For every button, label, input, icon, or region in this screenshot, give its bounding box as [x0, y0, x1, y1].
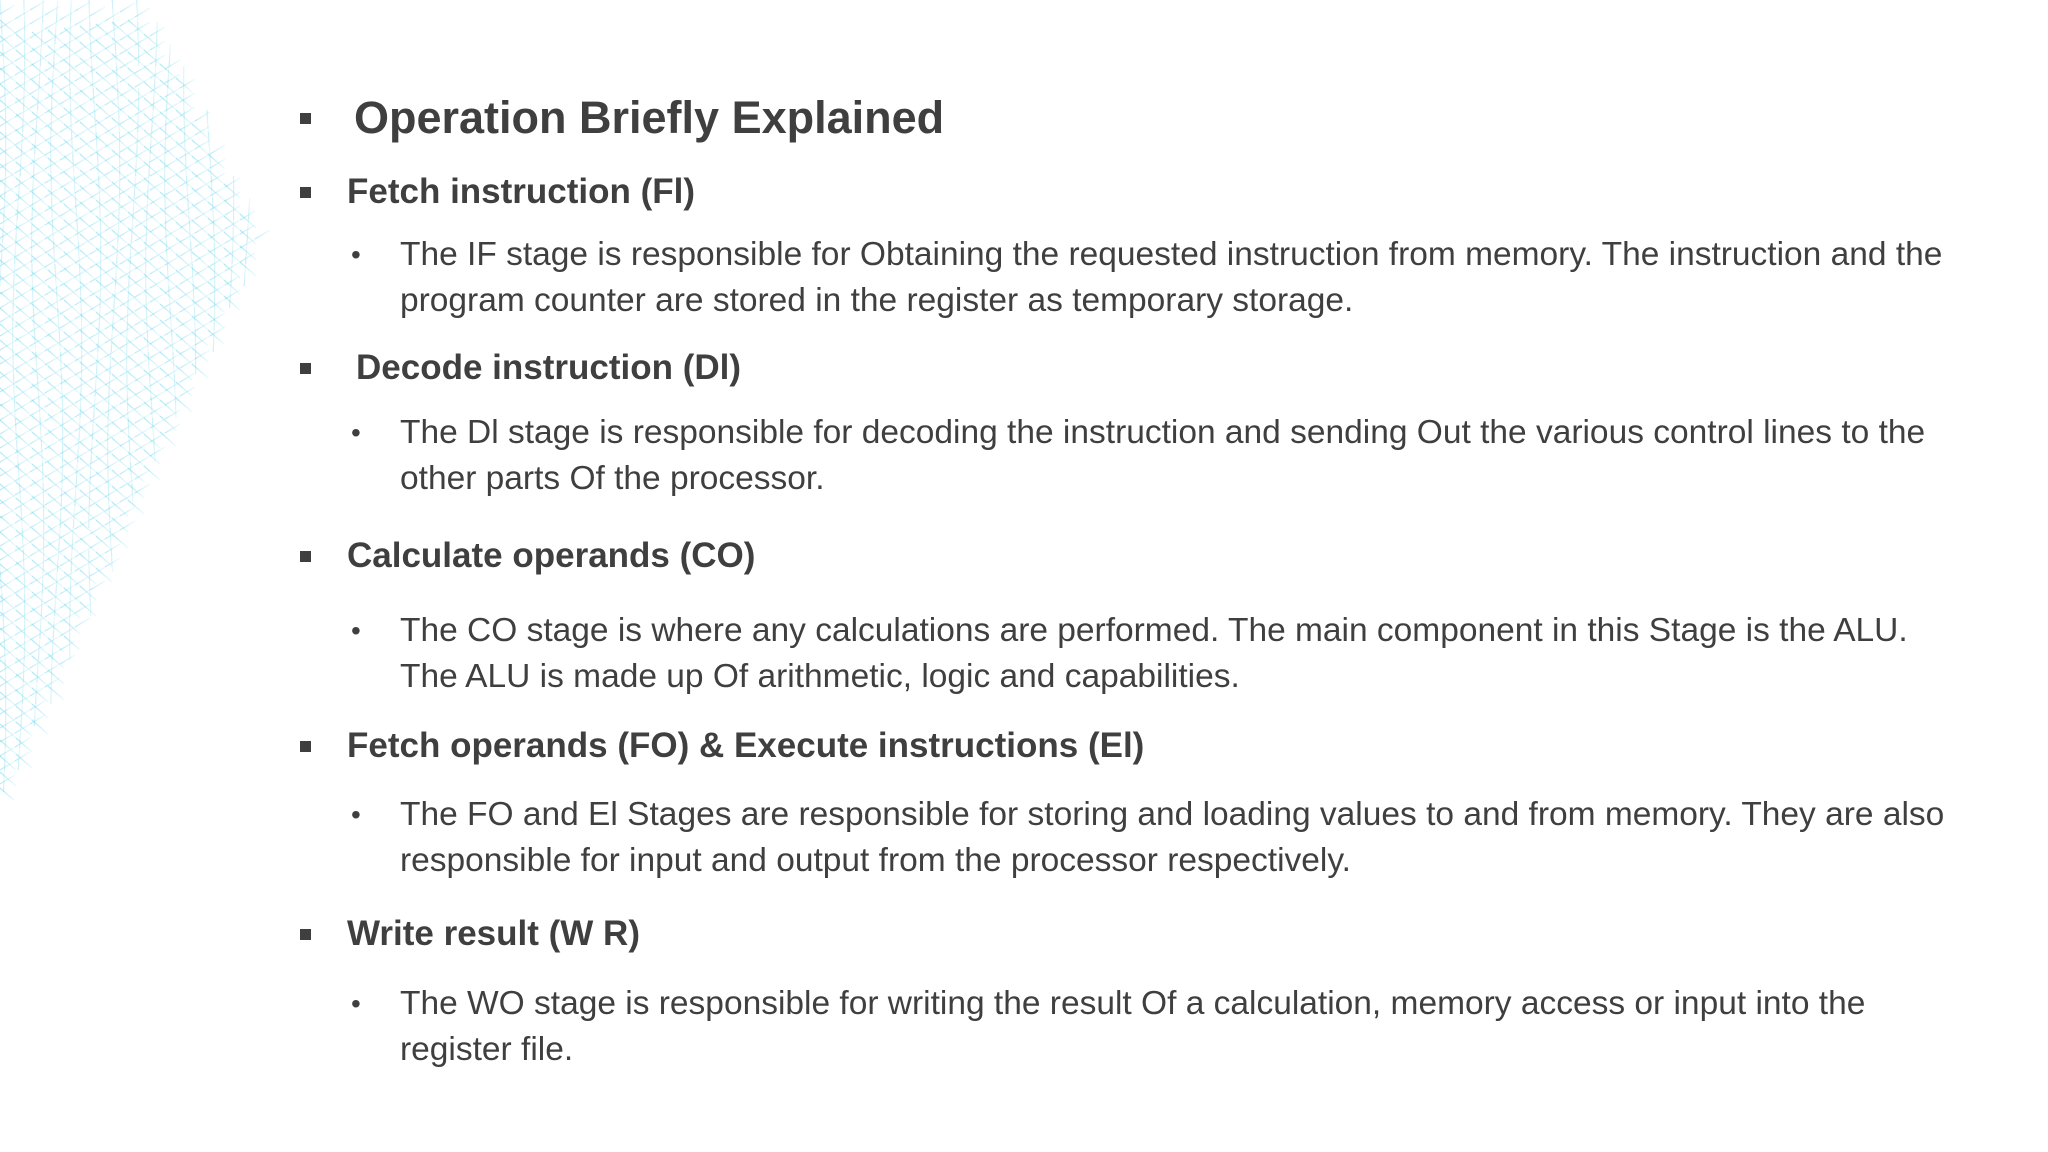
section-heading-text: Decode instruction (Dl) — [356, 348, 742, 387]
section-heading-text: Write result (W R) — [347, 914, 640, 953]
section-heading-text: Calculate operands (CO) — [347, 536, 756, 575]
slide-title: Operation Briefly Explained — [354, 92, 945, 143]
section-heading-fetch-execute — [300, 726, 1144, 766]
bullet-dot-icon: • — [351, 615, 361, 646]
bullet-text: The FO and El Stages are responsible for storing and loading values to and from memory. They are also responsible for input and output from the processor respectively. — [400, 796, 1945, 879]
section-bullet-decode-instruction — [351, 410, 1971, 502]
section-heading-text: Fetch instruction (Fl) — [347, 172, 696, 211]
square-bullet-icon — [300, 929, 311, 940]
bullet-dot-icon: • — [351, 417, 361, 448]
section-bullet-calculate-operands — [351, 608, 1971, 700]
square-bullet-icon — [300, 113, 311, 124]
slide-title-row — [300, 92, 944, 144]
bullet-text: The CO stage is where any calculations are performed. The main component in this Stage is the ALU. The ALU is made up Of arithmetic, logic and capabilities. — [400, 612, 1908, 695]
bullet-dot-icon: • — [351, 239, 361, 270]
section-bullet-fetch-execute — [351, 792, 1971, 884]
bullet-text: The Dl stage is responsible for decoding the instruction and sending Out the various control lines to the other parts Of the processor. — [400, 414, 1926, 497]
wireframe-mesh-decoration — [0, 0, 290, 800]
section-heading-calculate-operands — [300, 536, 755, 576]
square-bullet-icon — [300, 187, 311, 198]
bullet-dot-icon: • — [351, 799, 361, 830]
section-bullet-fetch-instruction — [351, 232, 1971, 324]
square-bullet-icon — [300, 363, 311, 374]
square-bullet-icon — [300, 741, 311, 752]
bullet-dot-icon: • — [351, 988, 361, 1019]
section-heading-text: Fetch operands (FO) & Execute instructions (El) — [347, 726, 1145, 765]
bullet-text: The WO stage is responsible for writing the result Of a calculation, memory access or input into the register file. — [400, 985, 1866, 1068]
section-heading-fetch-instruction — [300, 172, 695, 212]
section-heading-write-result — [300, 914, 640, 954]
section-heading-decode-instruction — [300, 348, 741, 388]
section-bullet-write-result — [351, 981, 1971, 1073]
square-bullet-icon — [300, 551, 311, 562]
bullet-text: The IF stage is responsible for Obtaining the requested instruction from memory. The instruction and the program counter are stored in the register as temporary storage. — [400, 236, 1943, 319]
